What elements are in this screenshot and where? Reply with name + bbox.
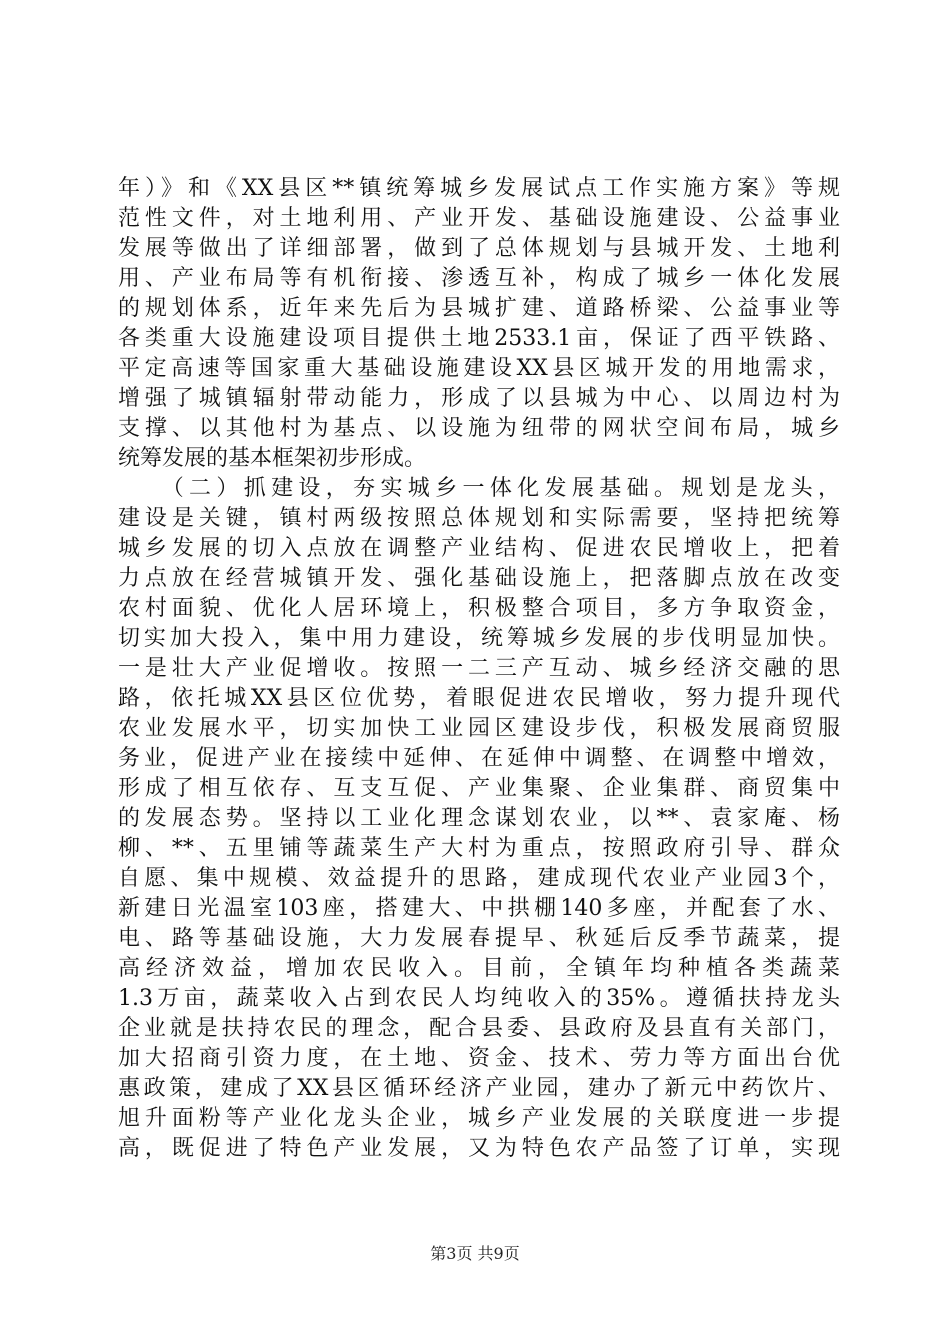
text-line: 务业，促进产业在接续中延伸、在延伸中调整、在调整中增效， [118, 746, 840, 771]
page-footer [0, 1244, 950, 1264]
text-line: 电、路等基础设施，大力发展春提早、秋延后反季节蔬菜，提 [118, 926, 840, 951]
text-line: 增强了城镇辐射带动能力，形成了以县城为中心、以周边村为 [118, 386, 840, 411]
text-line: 企业就是扶持农民的理念，配合县委、县政府及县直有关部门， [118, 1016, 840, 1041]
text-line: 的规划体系，近年来先后为县城扩建、道路桥梁、公益事业等 [118, 296, 840, 321]
body-text [118, 174, 840, 1164]
text-line: 平定高速等国家重大基础设施建设XX县区城开发的用地需求， [118, 356, 840, 381]
text-line: 高经济效益，增加农民收入。目前，全镇年均种植各类蔬菜 [118, 956, 840, 981]
text-line: 城乡发展的切入点放在调整产业结构、促进农民增收上，把着 [118, 536, 840, 561]
text-line: 切实加大投入，集中用力建设，统筹城乡发展的步伐明显加快。 [118, 626, 840, 651]
text-line: 形成了相互依存、互支互促、产业集聚、企业集群、商贸集中 [118, 776, 840, 801]
text-line: 各类重大设施建设项目提供土地2533.1亩，保证了西平铁路、 [118, 326, 840, 351]
text-line: 统筹发展的基本框架初步形成。 [118, 446, 427, 471]
text-line: 的发展态势。坚持以工业化理念谋划农业，以**、袁家庵、杨 [118, 806, 840, 831]
text-line: 1.3万亩，蔬菜收入占到农民人均纯收入的35%。遵循扶持龙头 [118, 986, 840, 1011]
text-line: 农业发展水平，切实加快工业园区建设步伐，积极发展商贸服 [118, 716, 840, 741]
text-line: 发展等做出了详细部署，做到了总体规划与县城开发、土地利 [118, 236, 840, 261]
text-line: 用、产业布局等有机衔接、渗透互补，构成了城乡一体化发展 [118, 266, 840, 291]
text-line: 高，既促进了特色产业发展，又为特色农产品签了订单，实现 [118, 1136, 840, 1161]
text-line: 范性文件，对土地利用、产业开发、基础设施建设、公益事业 [118, 206, 840, 231]
text-line: 建设是关键，镇村两级按照总体规划和实际需要，坚持把统筹 [118, 506, 840, 531]
page-number: 第3页 共9页 [430, 1244, 520, 1263]
text-line: 力点放在经营城镇开发、强化基础设施上，把落脚点放在改变 [118, 566, 840, 591]
text-line: 一是壮大产业促增收。按照一二三产互动、城乡经济交融的思 [118, 656, 840, 681]
text-line: 柳、**、五里铺等蔬菜生产大村为重点，按照政府引导、群众 [118, 836, 840, 861]
text-line: 自愿、集中规模、效益提升的思路，建成现代农业产业园3个， [118, 866, 840, 891]
text-line: 新建日光温室103座，搭建大、中拱棚140多座，并配套了水、 [118, 896, 840, 921]
text-line: （二）抓建设，夯实城乡一体化发展基础。规划是龙头， [118, 476, 840, 501]
text-line: 旭升面粉等产业化龙头企业，城乡产业发展的关联度进一步提 [118, 1106, 840, 1131]
text-line: 加大招商引资力度，在土地、资金、技术、劳力等方面出台优 [118, 1046, 840, 1071]
text-line: 支撑、以其他村为基点、以设施为纽带的网状空间布局，城乡 [118, 416, 840, 441]
text-line: 年）》和《XX县区**镇统筹城乡发展试点工作实施方案》等规 [118, 176, 840, 201]
text-line: 农村面貌、优化人居环境上，积极整合项目，多方争取资金， [118, 596, 840, 621]
text-line: 路，依托城XX县区位优势，着眼促进农民增收，努力提升现代 [118, 686, 840, 711]
text-line: 惠政策，建成了XX县区循环经济产业园，建办了新元中药饮片、 [118, 1076, 840, 1101]
